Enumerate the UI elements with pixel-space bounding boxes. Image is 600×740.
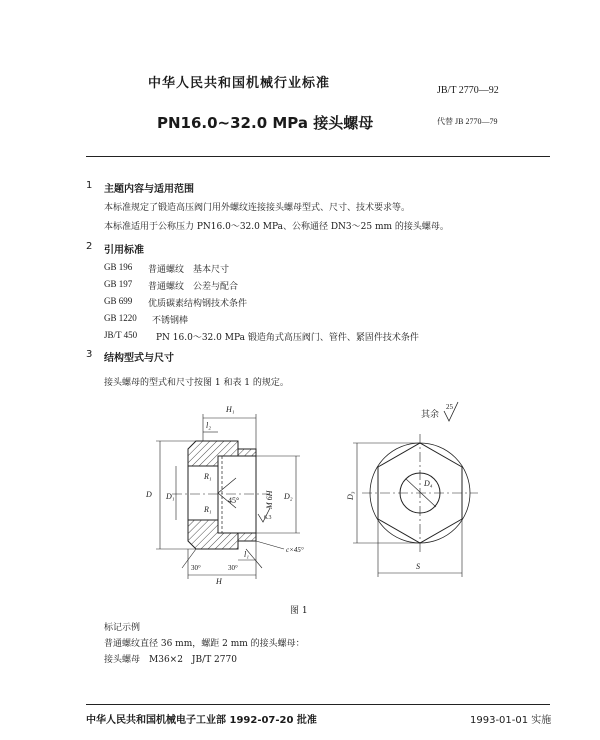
- label-d1: D₁: [166, 492, 175, 501]
- org-title: 中华人民共和国机械行业标准: [148, 76, 331, 91]
- ref-code: GB 1220: [104, 313, 137, 323]
- label-m-6h: M 6H: [265, 490, 274, 509]
- label-angle-45: 45°: [228, 496, 240, 505]
- label-angle-30-right: 30°: [228, 564, 238, 572]
- ref-text: 优质碳素结构钢技术条件: [148, 299, 248, 309]
- section-3-para: 接头螺母的型式和尺寸按图 1 和表 1 的规定。: [104, 378, 289, 388]
- section-3-title: 结构型式与尺寸: [104, 353, 174, 364]
- section-1-title: 主题内容与适用范围: [104, 184, 194, 195]
- label-angle-30-left: 30°: [191, 564, 201, 572]
- roughness-prefix: 其余: [421, 409, 440, 419]
- label-r1-top: R₁: [204, 472, 212, 481]
- ref-code: JB/T 450: [104, 330, 138, 340]
- label-chamfer: c×45°: [286, 546, 304, 554]
- example-line-1: 普通螺纹直径 36 mm，螺距 2 mm 的接头螺母：: [104, 639, 305, 649]
- section-1-para-2: 本标准适用于公称压力 PN16.0～32.0 MPa、公称通径 DN3～25 mm 的接头螺母。: [104, 222, 449, 232]
- label-roughness-inner: 6.3: [264, 515, 272, 521]
- label-r1-bottom: R₁: [204, 505, 212, 514]
- label-l1: l₁: [244, 550, 250, 559]
- ref-text: 不锈钢棒: [152, 316, 189, 326]
- footer-divider: [86, 704, 550, 705]
- label-s: S: [416, 562, 420, 571]
- label-d3: D₃: [346, 491, 355, 500]
- section-2-number: 2: [86, 241, 93, 252]
- replaces-note: 代替 JB 2770—79: [437, 117, 498, 126]
- ref-code: GB 196: [104, 262, 133, 272]
- label-d2: D₂: [284, 492, 293, 501]
- section-2-title: 引用标准: [104, 245, 144, 256]
- ref-text: PN 16.0～32.0 MPa 锻造角式高压阀门、管件、紧固件技术条件: [156, 333, 419, 343]
- label-d4: D₄: [424, 479, 433, 488]
- roughness-value: 25: [446, 403, 453, 411]
- label-h1: H₁: [226, 405, 235, 414]
- end-view: [353, 434, 478, 577]
- implementation-date: 1993-01-01 实施: [470, 715, 552, 726]
- section-1-number: 1: [86, 180, 93, 191]
- figure-caption: 图 1: [290, 606, 308, 616]
- ref-code: GB 699: [104, 296, 133, 306]
- page-title: PN16.0~32.0 MPa 接头螺母: [157, 114, 374, 132]
- label-l2: l₂: [206, 421, 212, 430]
- standard-number: JB/T 2770—92: [437, 85, 499, 96]
- ref-text: 普通螺纹 基本尺寸: [148, 265, 230, 275]
- example-line-2: 接头螺母 M36×2 JB/T 2770: [104, 655, 237, 665]
- label-d: D: [146, 490, 152, 499]
- section-3-number: 3: [86, 349, 93, 360]
- ref-text: 普通螺纹 公差与配合: [148, 282, 239, 292]
- approval-note: 中华人民共和国机械电子工业部 1992-07-20 批准: [86, 715, 317, 726]
- label-h: H: [216, 577, 222, 586]
- section-1-para-1: 本标准规定了锻造高压阀门用外螺纹连接接头螺母型式、尺寸、技术要求等。: [104, 203, 411, 213]
- ref-code: GB 197: [104, 279, 133, 289]
- example-heading: 标记示例: [104, 623, 141, 633]
- section-lower-wall: [188, 520, 256, 549]
